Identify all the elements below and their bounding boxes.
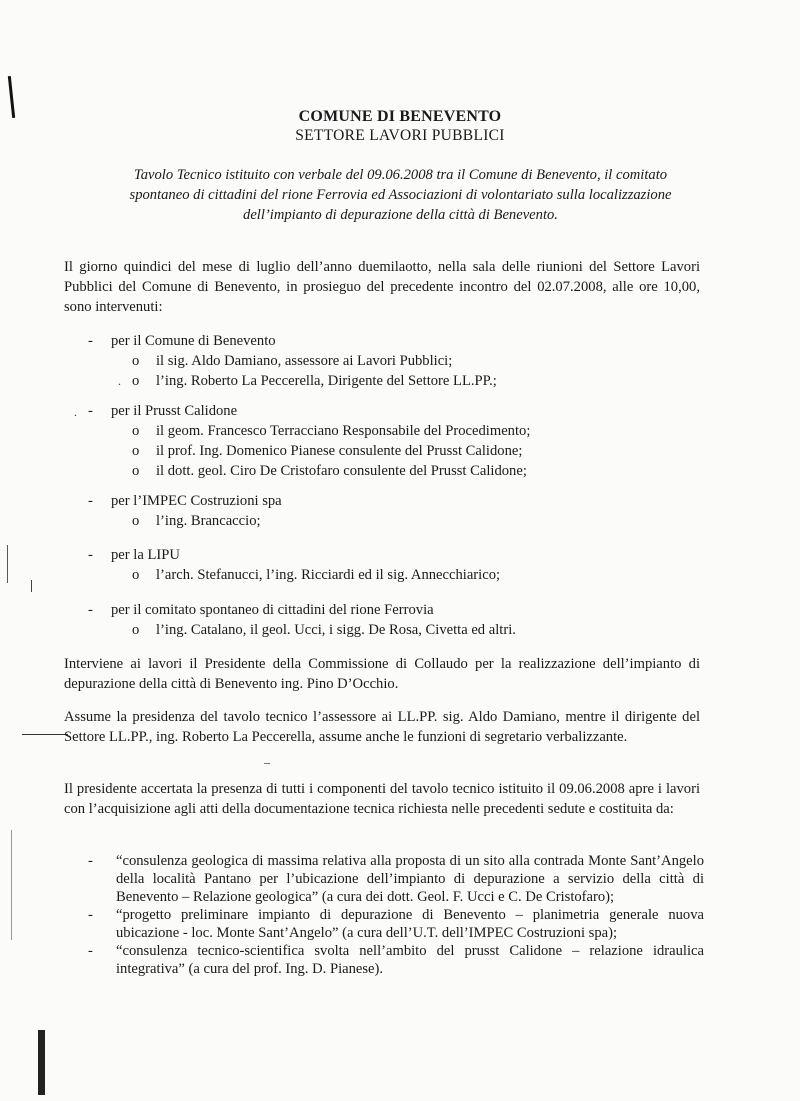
group-title: per il Comune di Benevento [111, 333, 276, 349]
list-item-text: il dott. geol. Ciro De Cristofaro consulente del Prusst Calidone; [156, 463, 527, 479]
list-item [64, 351, 704, 371]
paragraph-president: Il presidente accertata la presenza di tutti i componenti del tavolo tecnico istituito il 09.06.2008 apre i lavori con l’acquisizione agli atti della documentazione tecnica richiesta nelle precedenti sedute e costituita da: [64, 781, 700, 817]
paragraph-intervention: Interviene ai lavori il Presidente della Commissione di Collaudo per la realizzazione dell’impianto di depurazione della città di Benevento ing. Pino D’Occhio. [64, 656, 700, 692]
list-item [64, 441, 704, 461]
list-item [64, 852, 704, 906]
page-subtitle: SETTORE LAVORI PUBBLICI [295, 127, 505, 144]
circle-bullet-icon: o [132, 443, 140, 459]
circle-bullet-icon: o [132, 622, 140, 638]
list-dash: - [88, 493, 93, 509]
attendee-group [64, 491, 704, 531]
list-dash: - [88, 943, 93, 959]
intro-line: spontaneo di cittadini del rione Ferrovia ed Associazioni di volontariato sulla localizzazione [129, 187, 672, 203]
scan-line-strike [22, 734, 68, 735]
group-title: per il Prusst Calidone [111, 403, 238, 419]
circle-bullet-icon: o [132, 373, 140, 389]
attendee-group [64, 600, 704, 640]
scan-dot: . [118, 374, 121, 388]
list-item-text: il geom. Francesco Terracciano Responsabile del Procedimento; [156, 423, 531, 439]
circle-bullet-icon: o [132, 567, 140, 583]
document-text: “consulenza tecnico-scientifica svolta nell’ambito del prusst Calidone – relazione idraulica integrativa” (a cura del prof. Ing. D. Pianese). [116, 943, 704, 977]
scan-dot: . [74, 405, 77, 419]
list-item [64, 421, 704, 441]
list-item [64, 620, 704, 640]
attendee-group [64, 545, 704, 585]
circle-bullet-icon: o [132, 513, 140, 529]
page-title: COMUNE DI BENEVENTO [298, 108, 502, 125]
paragraph-presidency: Assume la presidenza del tavolo tecnico l’assessore ai LL.PP. sig. Aldo Damiano, mentre il dirigente del Settore LL.PP., ing. Roberto La Peccerella, assume anche le funzioni di segretario verbalizzante. [64, 709, 700, 745]
paragraph-opening: Il giorno quindici del mese di luglio dell’anno duemilaotto, nella sala delle riunioni del Settore Lavori Pubblici del Comune di Benevento, in prosieguo del precedente incontro del 02.07.2008, alle ore 10,00, sono intervenuti: [64, 259, 700, 315]
list-item-text: l’ing. Catalano, il geol. Ucci, i sigg. De Rosa, Civetta ed altri. [156, 622, 516, 638]
attendee-group [64, 401, 704, 481]
list-item-text: l’arch. Stefanucci, l’ing. Ricciardi ed il sig. Annecchiarico; [156, 567, 501, 583]
document-text: “consulenza geologica di massima relativa alla proposta di un sito alla contrada Monte Sant’Angelo della località Pantano per l’ubicazione dell’impianto di depurazione a servizio della città di Benevento – Relazione geologica” (a cura dei dott. Geol. F. Ucci e C. De Cristofaro); [116, 853, 704, 905]
list-dash: - [88, 547, 93, 563]
group-title: per la LIPU [111, 547, 180, 563]
list-item-text: il sig. Aldo Damiano, assessore ai Lavori Pubblici; [156, 353, 453, 369]
list-dash: - [88, 333, 93, 349]
intro-italic [78, 165, 723, 225]
list-item [64, 371, 704, 391]
list-item [64, 565, 704, 585]
list-item-text: il prof. Ing. Domenico Pianese consulente del Prusst Calidone; [156, 443, 523, 459]
list-item-text: l’ing. Roberto La Peccerella, Dirigente del Settore LL.PP.; [156, 373, 497, 389]
intro-line: dell’impianto di depurazione della città di Benevento. [243, 207, 558, 223]
document-list [64, 852, 704, 978]
group-title: per il comitato spontaneo di cittadini del rione Ferrovia [111, 602, 434, 618]
list-dash: - [88, 907, 93, 923]
circle-bullet-icon: o [132, 353, 140, 369]
list-item [64, 906, 704, 942]
attendee-group [64, 331, 704, 391]
list-item [64, 461, 704, 481]
scan-mark-left-lower [11, 830, 12, 940]
scan-mark-under-verbalizzante [264, 763, 270, 764]
document-text: “progetto preliminare impianto di depurazione di Benevento – planimetria generale nuova ubicazione - loc. Monte Sant’Angelo” (a cura dell’U.T. dell’IMPEC Costruzioni spa); [116, 907, 704, 941]
list-dash: - [88, 602, 93, 618]
list-dash: - [88, 403, 93, 419]
circle-bullet-icon: o [132, 463, 140, 479]
scan-mark-bottom-left [38, 1030, 45, 1095]
list-item-text: l’ing. Brancaccio; [156, 513, 261, 529]
group-title: per l’IMPEC Costruzioni spa [111, 493, 282, 509]
list-item [64, 511, 704, 531]
circle-bullet-icon: o [132, 423, 140, 439]
scan-mark-left-middle [7, 545, 8, 583]
list-dash: - [88, 853, 93, 869]
intro-line: Tavolo Tecnico istituito con verbale del 09.06.2008 tra il Comune di Benevento, il comitato [133, 167, 668, 183]
list-item [64, 942, 704, 978]
scan-mark-left-small [31, 580, 32, 592]
